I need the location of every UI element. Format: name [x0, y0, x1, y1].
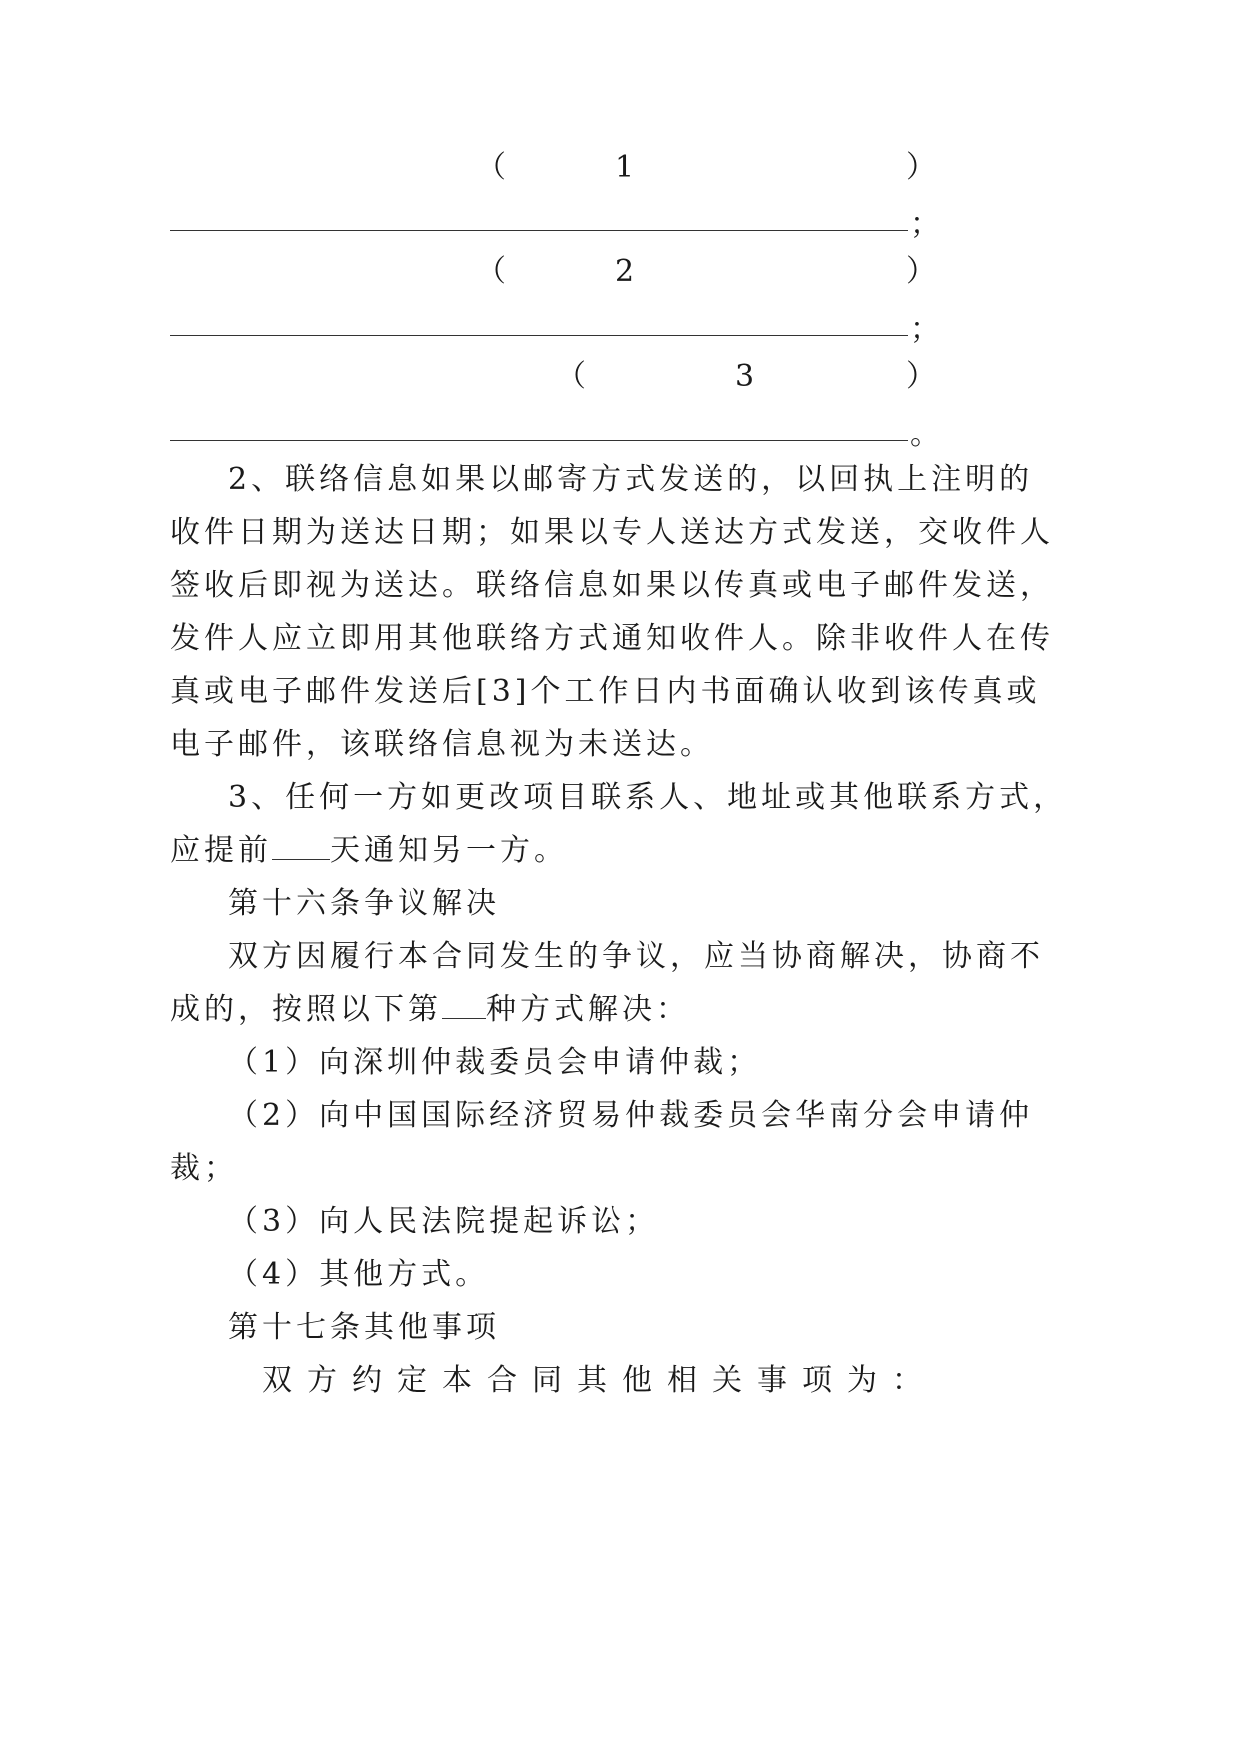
notice-days-blank [272, 831, 330, 860]
para3-line2-suffix: 天通知另一方。 [330, 833, 568, 868]
article17-char: 事 [757, 1363, 787, 1398]
item-1-close-paren: ） [906, 150, 940, 185]
dispute-method-blank [442, 990, 486, 1019]
article17-char: 相 [667, 1363, 697, 1398]
para2-line1: 2、联络信息如果以邮寄方式发送的，以回执上注明的 [228, 462, 1034, 497]
article16-option-2-line1: （2）向中国国际经济贸易仲裁委员会华南分会申请仲 [228, 1098, 1034, 1133]
article16-line1: 双方因履行本合同发生的争议，应当协商解决，协商不 [228, 939, 1044, 974]
item-2-number: 2 [615, 254, 639, 289]
article16-option-2-line2: 裁； [170, 1151, 238, 1186]
item-2-blank-line [170, 335, 908, 336]
para2-line6: 电子邮件，该联络信息视为未送达。 [170, 727, 714, 762]
article16-line2 [170, 990, 690, 1030]
para2-line4: 发件人应立即用其他联络方式通知收件人。除非收件人在传 [170, 621, 1054, 656]
article17-char: 同 [532, 1363, 562, 1398]
para3-line2-prefix: 应提前 [170, 833, 272, 868]
article17-char: 本 [442, 1363, 472, 1398]
item-1-open-paren: （ [476, 150, 510, 185]
article17-char: 双 [262, 1363, 292, 1398]
para2-line3: 签收后即视为送达。联络信息如果以传真或电子邮件发送， [170, 568, 1054, 603]
item-3-open-paren: （ [556, 359, 590, 394]
article16-option-3: （3）向人民法院提起诉讼； [228, 1204, 660, 1239]
item-3-close-paren: ） [906, 359, 940, 394]
item-2-close-paren: ） [906, 254, 940, 289]
article17-char: 定 [397, 1363, 427, 1398]
article17-char: 他 [622, 1363, 652, 1398]
item-1-blank-line [170, 230, 908, 231]
item-1-end-punct: ； [910, 207, 944, 242]
item-3-blank-line [170, 440, 908, 441]
para2-line5: 真或电子邮件发送后[3]个工作日内书面确认收到该传真或 [170, 674, 1041, 709]
article17-char: ： [892, 1363, 922, 1398]
item-2-end-punct: ； [910, 312, 944, 347]
item-3-number: 3 [735, 359, 759, 394]
article17-line1 [262, 1361, 922, 1401]
article17-heading: 第十七条其他事项 [228, 1310, 500, 1345]
article17-char: 为 [847, 1363, 877, 1398]
article17-char: 项 [802, 1363, 832, 1398]
article16-heading: 第十六条争议解决 [228, 886, 500, 921]
article16-option-4: （4）其他方式。 [228, 1257, 490, 1292]
article16-option-1: （1）向深圳仲裁委员会申请仲裁； [228, 1045, 762, 1080]
article16-line2-suffix: 种方式解决： [486, 992, 690, 1027]
article17-char: 约 [352, 1363, 382, 1398]
article17-char: 其 [577, 1363, 607, 1398]
article17-char: 合 [487, 1363, 517, 1398]
para3-line1: 3、任何一方如更改项目联系人、地址或其他联系方式， [228, 780, 1068, 815]
para3-line2 [170, 831, 568, 871]
item-1-number: 1 [615, 150, 639, 185]
article17-char: 关 [712, 1363, 742, 1398]
item-3-end-punct: 。 [910, 417, 944, 452]
article16-line2-prefix: 成的，按照以下第 [170, 992, 442, 1027]
para2-line2: 收件日期为送达日期；如果以专人送达方式发送，交收件人 [170, 515, 1054, 550]
item-2-open-paren: （ [476, 254, 510, 289]
article17-char: 方 [307, 1363, 337, 1398]
